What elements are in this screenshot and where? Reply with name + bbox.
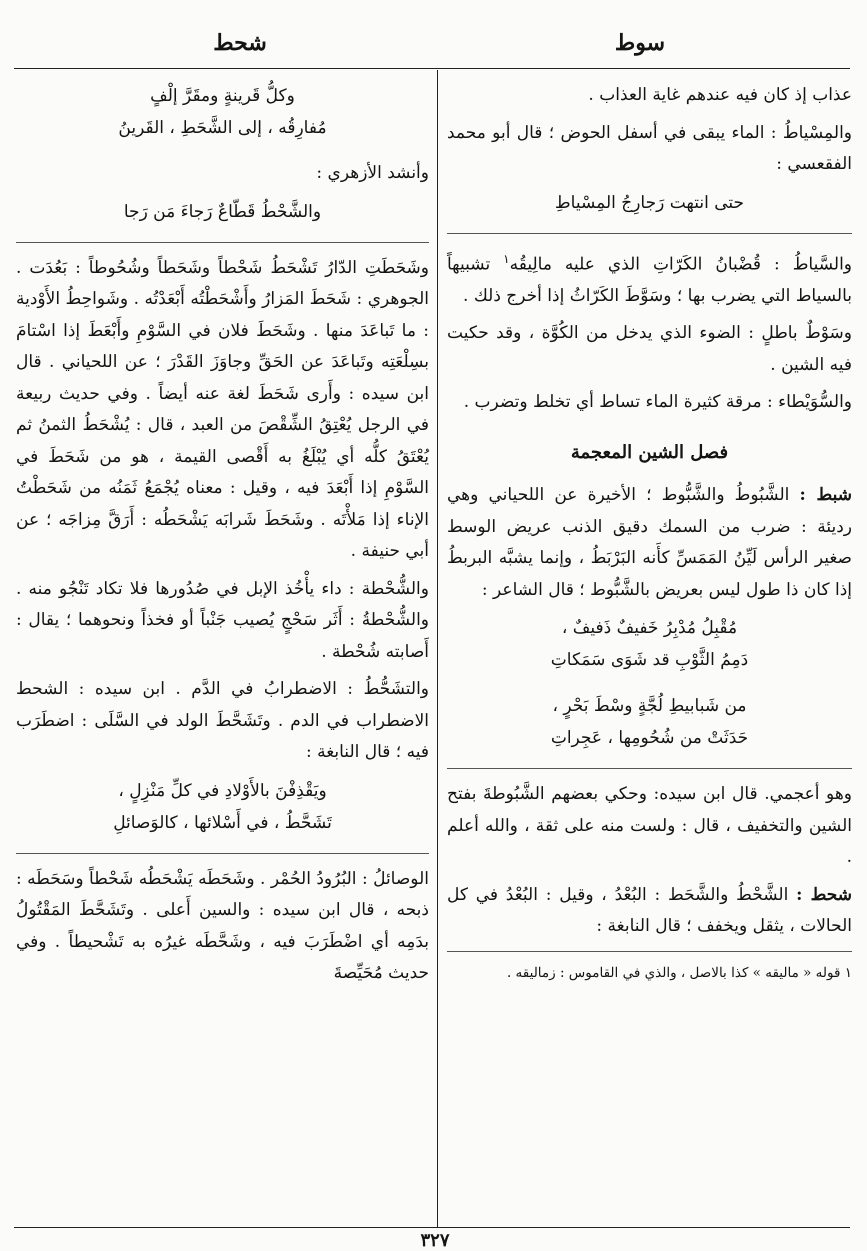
verse: [16, 775, 429, 839]
verse-line: من شَبابيطِ لُجَّةٍ وسْطَ بَحْرٍ ،: [552, 696, 747, 717]
page-number: ٣٢٧: [420, 1230, 450, 1251]
section-title: فصل الشين المعجمة: [570, 441, 729, 463]
paragraph: والشُّحْطة : داء يأْخُذ الإبل في صُدُورها فلا تكاد تَنْجُو منه . والشُّحْطةُ : أَثَر سَحْجٍ يُصيب جَنْباً أو فخذاً ونحوهما ؛ يقال : أَصابته شُحْطة .: [16, 578, 429, 662]
right-column-header: سوط: [614, 30, 666, 56]
paragraph-text: تشبيهاً بالسياط التي يضرب بها ؛ وسَوَّطَ الكَرّاثُ إذا أخرج ذلك .: [447, 254, 852, 306]
separator: [16, 853, 429, 854]
top-rule: [14, 68, 850, 69]
verse-line: وكلُّ قَرينةٍ ومقَرَّ إلْفٍ: [150, 86, 295, 106]
separator: [447, 233, 852, 234]
paragraph: وشَحَطَتِ الدّارُ تَشْحَطُ شَحْطاً وشَحَطاً وشُحُوطاً : بَعُدَت . الجوهري : شَحَطَ المَزارُ وأَشْحَطْتُه أَبْعَدْتُه . وشَواحِطُ الأَوْدية : ما تَباعَدَ منها . وشَحَطَ فلان في السَّوْمِ وأَبْعَطَ إذا اسْتامَ بسِلْعَتِه وتَباعَدَ عن الحَقِّ وجاوَزَ القَدْرَ ؛ عن اللحياني . قال ابن سيده : وأَرى شَحَطَ لغة عنه أيضاً . وفي حديث ربيعة في الرجل يُعْتِقُ الشِّقْصَ من العبد ، قال : يُشْحَطُ الثمنُ ثم يُعْتَقُ كلُّه أي يُبْلَغُ به أَقْصى القيمة ، هو من شَحَطَ في السَّوْمِ إذا أَبْعَدَ فيه ، وقيل : معناه يُجْمَعُ ثَمَنُه من شَحَطْتُ الإناء إذا مَلأْتَه . وشَحَطَ شَرابَه يَشْحَطُه : أَرَقَّ مِزاجَه ؛ عن أبي حنيفة .: [16, 257, 429, 561]
paragraph: الوصائلُ : البُرُودُ الحُمْر . وشَحَطَه يَشْحَطُه شَحْطاً وسَحَطَه : ذبحه ، قال ابن سيده : والسين أَعلى . وتَشَحَّطَ المَقْتُولُ بدَمِه أي اضْطَرَبَ فيه ، وشَحَّطَه غيرُه به تَشْحيطاً . وفي حديث مُحَيِّصةَ: [16, 868, 429, 983]
footnote-rule: [447, 951, 852, 952]
verse-gap: [447, 676, 852, 690]
entry-shahat: [447, 880, 852, 943]
paragraph: [447, 244, 852, 313]
paragraph: عذاب إذ كان فيه عندهم غاية العذاب .: [588, 85, 852, 105]
paragraph: وهو أعجمي. قال ابن سيده: وحكي بعضهم الشَّبُوطةَ بفتح الشين والتخفيف ، قال : ولست منه على ثقة ، والله أعلم .: [447, 784, 852, 868]
headword: شبط :: [799, 485, 852, 506]
verse-line: دَمِمُ الثَّوْبِ قد شَوَى سَمَكاتِ: [550, 650, 749, 671]
footnote: ١ قوله « ماليقه » كذا بالاصل ، والذي في القاموس : زماليقه .: [506, 964, 852, 981]
verse-line: ويَقْذِفْنَ بالأَوْلادِ في كلِّ مَنْزِلٍ ،: [118, 780, 327, 801]
entry-shabat: [447, 480, 852, 606]
paragraph: وسَوْطٌ باطلٍ : الضوء الذي يدخل من الكُوَّة ، وقد حكيت فيه الشين .: [447, 323, 852, 375]
paragraph: والمِسْياطُ : الماء يبقى في أسفل الحوض ؛ قال أبو محمد الفقعسي :: [447, 122, 852, 174]
right-column: [447, 80, 852, 984]
footnote-mark: ١: [503, 251, 510, 266]
verse-line: مُقْبِلُ مُدْبِرُ خَفيفٌ ذَفيفٌ ،: [561, 618, 738, 639]
left-column: [16, 80, 429, 996]
verse-line: حتى انتهت رَجارِجُ المِسْياطِ: [554, 192, 745, 213]
paragraph-text: والسَّياطُ : قُضْبانُ الكَرّاتِ الذي عليه مالِيقُه: [509, 254, 853, 275]
entry-text: الشَّبُوطُ والشَّبُّوط ؛ الأخيرة عن اللحياني وهي رديئة : ضرب من السمك دقيق الذنب عريض الوسط صغير الرأس لَيِّنُ المَمَسِّ كأَنه البَرْبَطُ ، وإنما يشبَّه البربطُ إذا كان ذا طول ليس بعريض بالشَّبُّوط ؛ قال الشاعر :: [447, 485, 852, 600]
paragraph: والتشَحُّطُ : الاضطرابُ في الدَّم . ابن سيده : الشحط الاضطراب في الدم . وتَشَحَّطَ الولد في السَّلَى : اضطَرَب فيه ؛ قال النابغة :: [16, 679, 429, 762]
separator: [447, 768, 852, 769]
paragraph: وأنشد الأزهري :: [316, 163, 429, 183]
verse-line: والشَّحْطُ قَطّاعٌ رَجاءَ مَن رَجا: [123, 201, 322, 222]
verse-line: حَدَثَتْ من شُحُومِها ، عَجِراتِ: [550, 728, 749, 749]
verse: [447, 187, 852, 219]
headword: شحط :: [796, 884, 852, 905]
paragraph: والسُّوَيْطاء : مرقة كثيرة الماء تساط أي تخلط وتضرب .: [463, 392, 852, 413]
separator: [16, 242, 429, 243]
verse-line: مُفارِقُه ، إلى الشَّحَطِ ، القَرينُ: [118, 118, 327, 138]
verse: [16, 196, 429, 228]
verse: [447, 612, 852, 754]
verse-line: تَشَحَّطُ ، في أَسْلائها ، كالوَصائلِ: [113, 812, 332, 833]
entry-text: الشَّحْطُ والشَّحَط : البُعْدُ ، وقيل : البُعْدُ في كل الحالات ، يثقل ويخفف ؛ قال النابغة :: [447, 884, 852, 937]
left-column-header: شحط: [213, 30, 267, 56]
verse: [16, 80, 429, 144]
column-divider: [437, 70, 438, 1227]
bottom-rule: [14, 1227, 850, 1228]
